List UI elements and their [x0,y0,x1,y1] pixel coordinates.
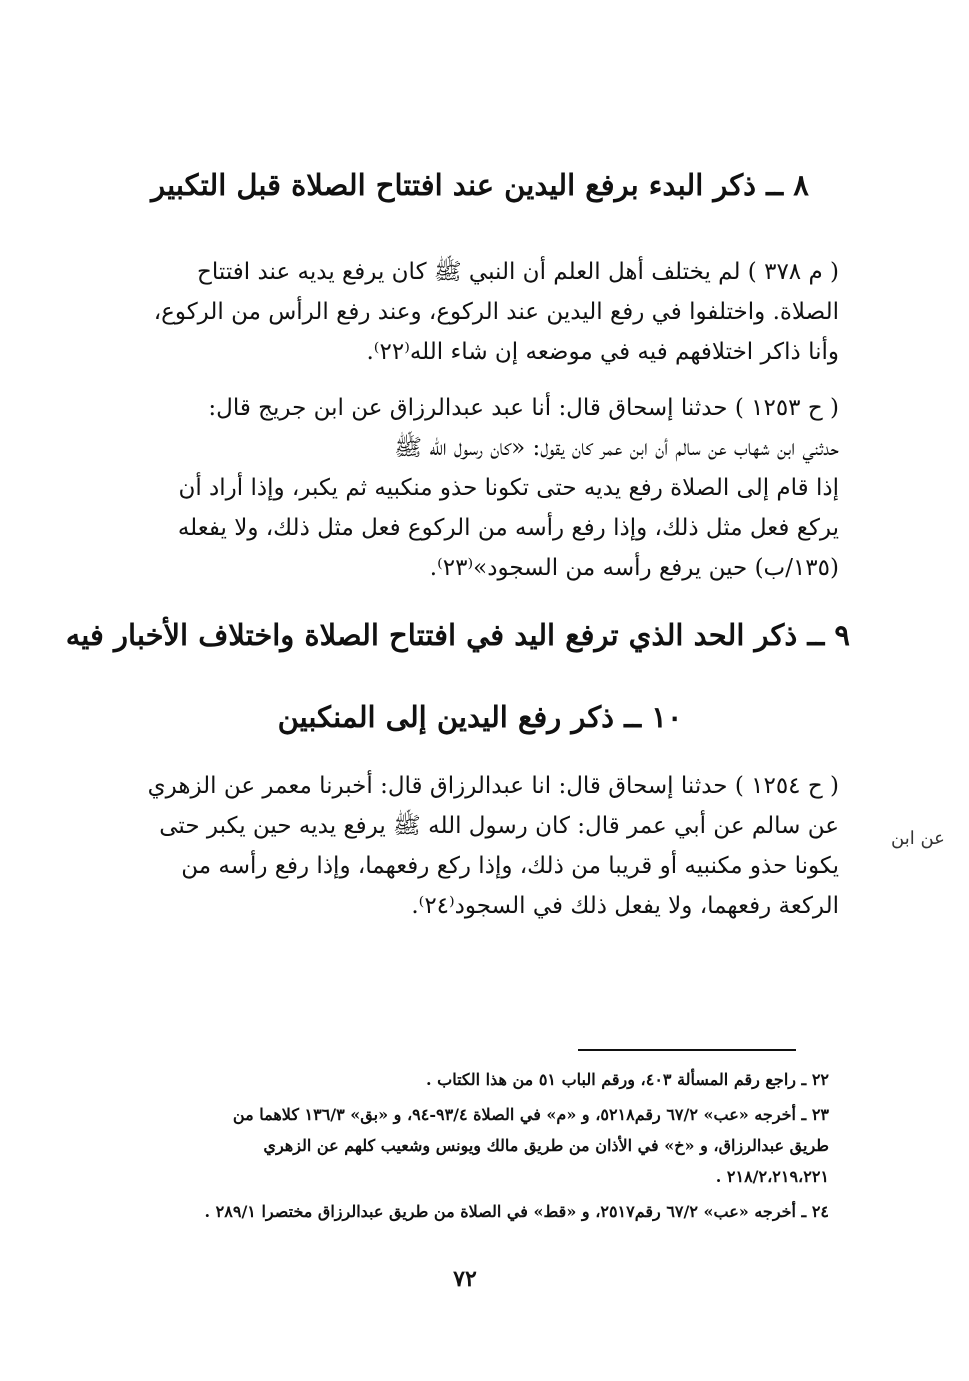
text-line: يركع فعل مثل ذلك، وإذا رفع رأسه من الركوع فعل مثل ذلك، ولا يفعله [177,515,839,541]
paragraph-m378 [129,252,839,372]
text-line: ( ح ١٢٥٤ ) حدثنا إسحاق قال: انا عبدالرزاق قال: أخبرنا معمر عن الزهري [147,773,839,799]
paragraph-h1253 [129,388,839,588]
footnote-line: ٢١٨/٢،٢١٩،٢٢١ . [715,1167,829,1186]
paragraph-h1254 [129,766,839,926]
text-line: عن سالم عن أبي عمر قال: كان رسول الله ﷺ يرفع يديه حين يكبر حتى [159,813,839,839]
footnote-line: ٢٢ ـ راجع رقم المسألة ٤٠٣، ورقم الباب ٥١ من هذا الكتاب . [426,1070,829,1089]
text-line: (١٣٥/ب) حين يرفع رأسه من السجود»⁽٢٣⁾. [429,555,839,581]
footnote-line: ٢٤ ـ أخرجه «عب» ٦٧/٢ رقم٢٥١٧، و «قط» في الصلاة من طريق عبدالرزاق مختصرا ٢٨٩/١ . [204,1202,829,1221]
text-line: ( م ٣٧٨ ) لم يختلف أهل العلم أن النبي ﷺ كان يرفع يديه عند افتتاح [197,259,839,285]
footnote-24 [139,1196,829,1227]
chapter-heading-10: ١٠ ــ ذكر رفع اليدين إلى المنكبين [277,700,683,734]
text-line: الصلاة. واختلفوا في رفع اليدين عند الركوع، وعند رفع الرأس من الركوع، [153,299,839,325]
text-line: ( ح ١٢٥٣ ) حدثنا إسحاق قال: أنا عبد عبدالرزاق عن ابن جريج قال: [208,395,839,421]
footnote-23 [139,1099,829,1192]
text-line: وأنا ذاكر اختلافهم فيه في موضعه إن شاء الله⁽٢٢⁾. [366,339,839,365]
page-number: ٧٢ [453,1266,477,1292]
footnote-22 [139,1064,829,1095]
text-line: إذا قام إلى الصلاة رفع يديه حتى تكونا حذو منكبيه ثم يكبر، وإذا أراد أن [178,475,839,501]
handwritten-margin-note: عن ابن [891,828,945,849]
text-line: يكونا حذو مكنبيه أو قريبا من ذلك، وإذا ركع رفعهما، وإذا رفع رأسه من [181,853,839,879]
footnote-line: طريق عبدالرزاق، و «خ» في الأذان من طريق مالك ويونس وشعيب كلهم عن الزهري [263,1136,829,1155]
footnotes [139,1064,829,1231]
text-line: حدثني ابن شهاب عن سالم أن ابن عمر كان يقول: «كان رسول الله ﷺ [394,435,839,461]
text-line: الركعة رفعهما، ولا يفعل ذلك في السجود⁽٢٤⁾. [411,893,839,919]
chapter-heading-9: ٩ ــ ذكر الحد الذي ترفع اليد في افتتاح الصلاة واختلاف الأخبار فيه [65,618,850,652]
chapter-heading-8: ٨ ــ ذكر البدء برفع اليدين عند افتتاح الصلاة قبل التكبير [151,168,809,202]
footnote-divider [578,1049,796,1051]
footnote-line: ٢٣ ـ أخرجه «عب» ٦٧/٢ رقم٥٢١٨، و «م» في الصلاة ٩٣/٤-٩٤، و «بق» ١٣٦/٣ كلاهما من [232,1105,829,1124]
